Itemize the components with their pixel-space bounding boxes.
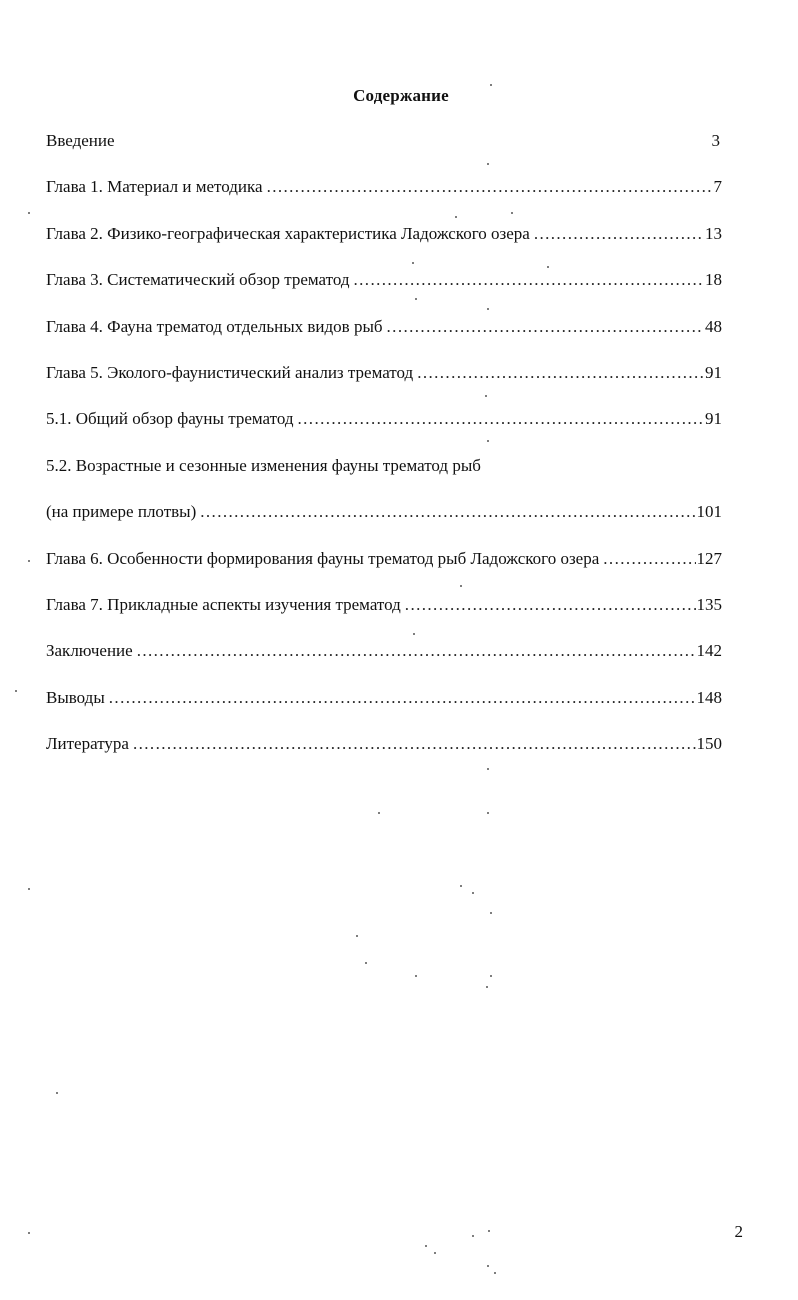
- scan-speck: [415, 975, 417, 977]
- toc-entry-section-5-2: [46, 455, 722, 501]
- scan-speck: [472, 1235, 474, 1237]
- scan-speck: [28, 888, 30, 890]
- toc-leader: [417, 362, 704, 384]
- toc-leader: [267, 176, 713, 198]
- scan-speck: [460, 585, 462, 587]
- toc-entry-chapter-1: [46, 176, 722, 222]
- toc-entry-label: Заключение: [46, 641, 133, 661]
- toc-entry-chapter-2: [46, 223, 722, 269]
- scan-speck: [488, 1230, 490, 1232]
- scan-speck: [460, 885, 462, 887]
- scan-speck: [487, 768, 489, 770]
- scan-speck: [487, 812, 489, 814]
- toc-entry-page: 48: [705, 316, 722, 336]
- toc-leader: [405, 594, 696, 616]
- toc-entry-introduction: [46, 130, 722, 176]
- scan-speck: [547, 266, 549, 268]
- toc-entry-page: 148: [696, 687, 722, 707]
- scan-speck: [28, 1232, 30, 1234]
- scan-speck: [434, 1252, 436, 1254]
- toc-entry-label: Глава 2. Физико-географическая характеристика Ладожского озера: [46, 223, 530, 243]
- page-number: 2: [734, 1222, 743, 1241]
- toc-entry-page: 3: [711, 131, 720, 150]
- scan-speck: [425, 1245, 427, 1247]
- table-of-contents: [46, 130, 722, 779]
- toc-entry-findings: [46, 687, 722, 733]
- toc-entry-page: 91: [705, 362, 722, 382]
- scan-speck: [494, 1272, 496, 1274]
- scan-speck: [487, 308, 489, 310]
- toc-entry-chapter-3: [46, 269, 722, 315]
- toc-entry-chapter-6: [46, 548, 722, 594]
- toc-entry-label: Глава 7. Прикладные аспекты изучения трематод: [46, 594, 401, 614]
- toc-entry-page: 127: [696, 548, 722, 568]
- toc-entry-page: 142: [696, 641, 722, 661]
- scan-speck: [487, 1265, 489, 1267]
- scan-speck: [511, 212, 513, 214]
- scan-speck: [472, 892, 474, 894]
- scan-speck: [490, 975, 492, 977]
- toc-leader: [133, 733, 696, 755]
- scan-speck: [378, 812, 380, 814]
- scan-speck: [487, 440, 489, 442]
- toc-entry-chapter-7: [46, 594, 722, 640]
- toc-leader: [603, 548, 695, 570]
- toc-entry-label: Глава 6. Особенности формирования фауны трематод рыб Ладожского озера: [46, 548, 600, 568]
- scan-speck: [15, 690, 17, 692]
- scan-speck: [485, 395, 487, 397]
- toc-leader: [137, 640, 696, 662]
- toc-entry-page: 150: [696, 734, 722, 754]
- scan-speck: [490, 912, 492, 914]
- toc-entry-chapter-4: [46, 316, 722, 362]
- scan-speck: [413, 633, 415, 635]
- toc-entry-page: 18: [705, 270, 722, 290]
- scan-speck: [487, 163, 489, 165]
- toc-entry-label: Глава 3. Систематический обзор трематод: [46, 270, 350, 290]
- toc-entry-label: Глава 4. Фауна трематод отдельных видов рыб: [46, 316, 383, 336]
- toc-entry-label: Выводы: [46, 687, 105, 707]
- toc-entry-page: 13: [705, 223, 722, 243]
- scan-speck: [490, 84, 492, 86]
- toc-entry-page: 91: [705, 409, 722, 429]
- toc-entry-conclusion: [46, 640, 722, 686]
- scan-speck: [415, 298, 417, 300]
- toc-entry-page: 7: [713, 177, 722, 197]
- toc-leader: [109, 687, 696, 709]
- toc-leader: [200, 501, 695, 523]
- toc-leader: [354, 269, 705, 291]
- toc-entry-literature: [46, 733, 722, 779]
- scan-speck: [365, 962, 367, 964]
- scan-speck: [486, 986, 488, 988]
- toc-entry-label: Глава 5. Эколого-фаунистический анализ трематод: [46, 362, 414, 382]
- toc-leader: [387, 316, 704, 338]
- page-title: Содержание: [353, 86, 449, 105]
- toc-leader: [298, 408, 705, 430]
- toc-entry-section-5-1: [46, 408, 722, 454]
- scan-speck: [56, 1092, 58, 1094]
- toc-entry-chapter-5: [46, 362, 722, 408]
- toc-entry-section-5-2-cont: [46, 501, 722, 547]
- toc-entry-label: 5.2. Возрастные и сезонные изменения фауны трематод рыб: [46, 455, 481, 475]
- scan-speck: [412, 262, 414, 264]
- toc-entry-page: 135: [696, 594, 722, 614]
- scan-speck: [356, 935, 358, 937]
- scan-speck: [28, 560, 30, 562]
- toc-entry-label: 5.1. Общий обзор фауны трематод: [46, 409, 294, 429]
- toc-leader: [534, 223, 704, 245]
- scan-speck: [455, 216, 457, 218]
- scan-speck: [28, 212, 30, 214]
- toc-entry-page: 101: [696, 502, 722, 522]
- toc-entry-label: (на примере плотвы): [46, 502, 197, 522]
- toc-entry-label: Глава 1. Материал и методика: [46, 177, 263, 197]
- toc-entry-label: Литература: [46, 734, 129, 754]
- toc-entry-label: Введение: [46, 131, 115, 150]
